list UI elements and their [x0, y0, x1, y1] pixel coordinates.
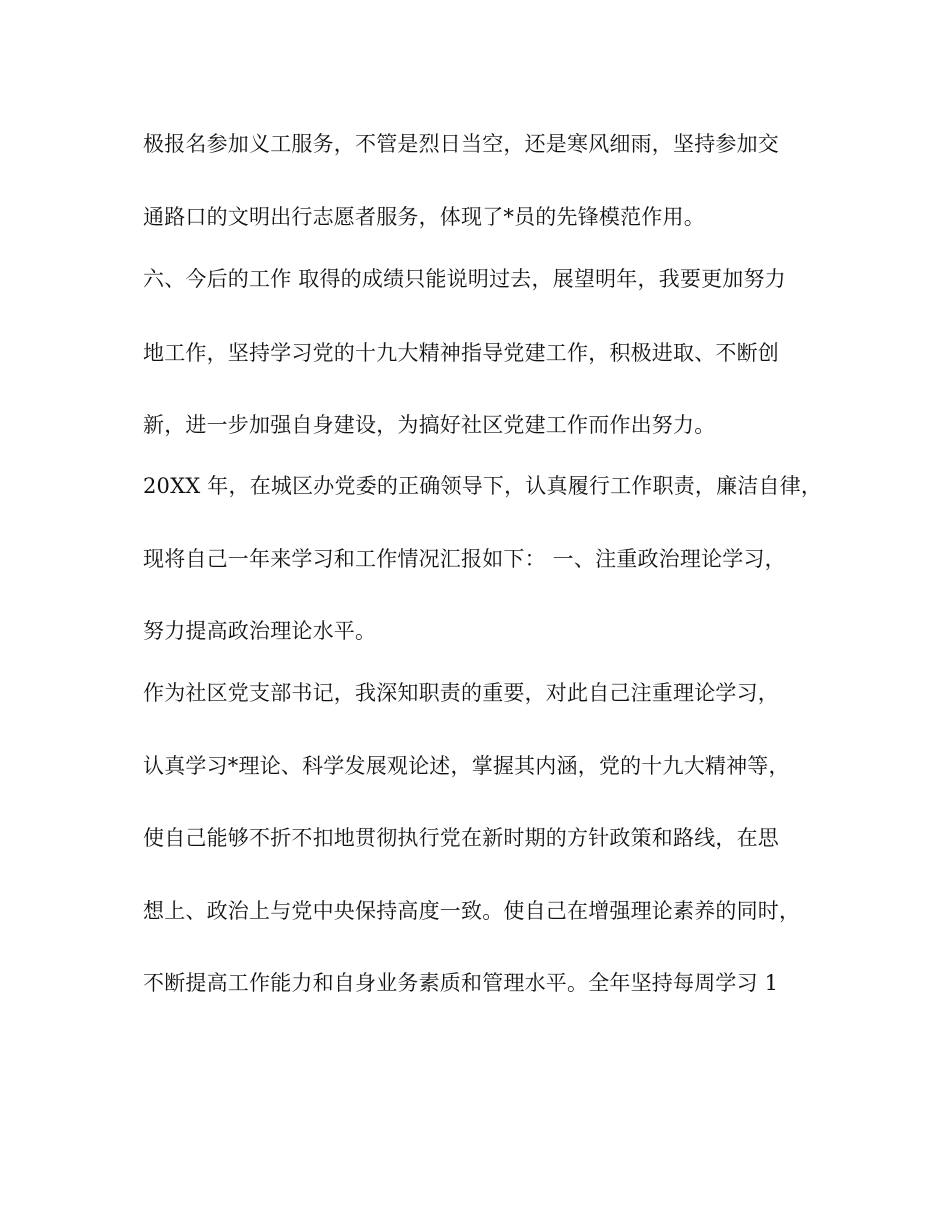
text-line: 通路口的文明出行志愿者服务，体现了*员的先锋模范作用。 [143, 205, 705, 229]
paragraph-heading-line: 六、今后的工作 取得的成绩只能说明过去，展望明年，我要更加努力 [143, 267, 786, 291]
text-line: 使自己能够不折不扣地贯彻执行党在新时期的方针政策和路线，在思 [143, 826, 779, 850]
text-line: 极报名参加义工服务，不管是烈日当空，还是寒风细雨，坚持参加交 [143, 132, 779, 156]
paragraph-start-line: 作为社区党支部书记，我深知职责的重要，对此自己注重理论学习， [143, 681, 779, 705]
text-line: 新，进一步加强自身建设，为搞好社区党建工作而作出努力。 [143, 413, 716, 437]
text-line: 努力提高政治理论水平。 [143, 619, 377, 643]
text-line: 想上、政治上与党中央保持高度一致。使自己在增强理论素养的同时， [143, 899, 801, 923]
text-line: 地工作，坚持学习党的十九大精神指导党建工作，积极进取、不断创 [143, 341, 779, 365]
paragraph-start-line: 20XX 年，在城区办党委的正确领导下，认真履行工作职责，廉洁自律， [143, 474, 823, 498]
text-line: 不断提高工作能力和自身业务素质和管理水平。全年坚持每周学习 1 [143, 971, 779, 995]
text-line: 现将自己一年来学习和工作情况汇报如下： 一、注重政治理论学习， [143, 547, 786, 571]
text-line: 认真学习*理论、科学发展观论述，掌握其内涵，党的十九大精神等， [143, 754, 790, 778]
